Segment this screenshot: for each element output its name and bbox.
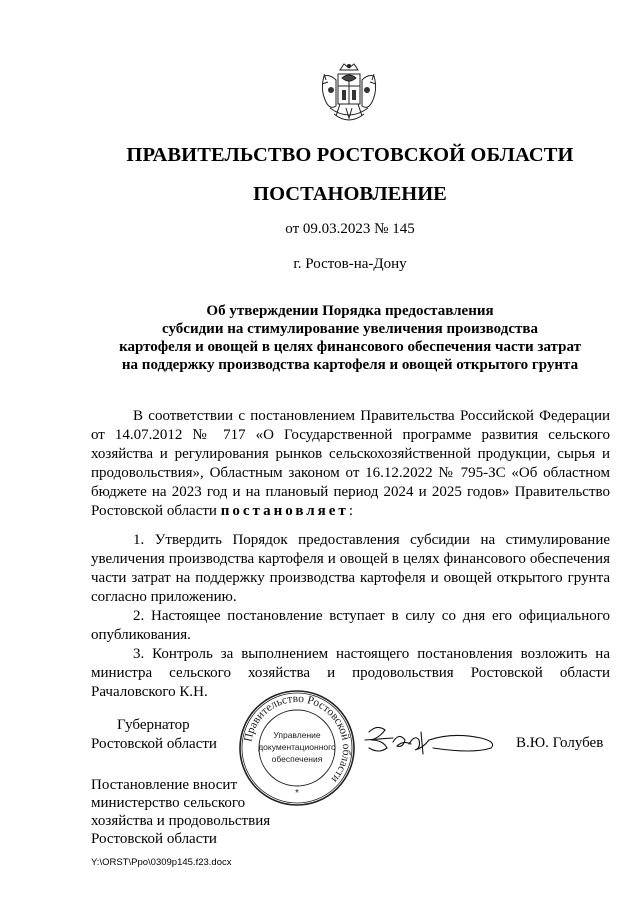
signatory-name: В.Ю. Голубев [516, 735, 604, 751]
stamp-star: * [295, 788, 299, 799]
stamp-ring-text: Правительство Ростовской области [242, 692, 353, 785]
title-line: на поддержку производства картофеля и овощей открытого грунта [121, 357, 579, 373]
file-path: Y:\ORST\Ppo\0309p145.f23.docx [91, 857, 232, 868]
preamble-text: В соответствии с постановлением Правительства Российской Федерации от 14.07.2012 № 717 «О Государственной программе развития сельского хозяйства и регулирования рынков сельскохозяйственной продукции, сырья и продовольствия», Областным законом от 16.12.2022 № 795-ЗС «Об областном бюджете на 2023 год и на плановый период 2024 и 2025 годов» Правительство Ростовской области [91, 408, 610, 519]
submitted-line: министерство сельского [91, 795, 246, 811]
preamble-colon: : [348, 503, 353, 519]
decree-items [91, 531, 610, 702]
decree-item: 2. Настоящее постановление вступает в силу со дня его официального опубликования. [91, 608, 610, 643]
submitted-line: Ростовской области [91, 831, 217, 847]
position-line: Губернатор [117, 717, 190, 733]
decides-word: постановляет [220, 503, 349, 519]
stamp-inner-line: документационного [258, 742, 336, 752]
submitted-by [91, 776, 270, 848]
title-line: картофеля и овощей в целях финансового обеспечения части затрат [119, 339, 581, 355]
city-line: г. Ростов-на-Дону [293, 256, 407, 272]
decree-item: 3. Контроль за выполнением настоящего постановления возложить на министра сельского хозяйства и продовольствия Ростовской области Рачаловского К.Н. [91, 646, 610, 700]
document-type: ПОСТАНОВЛЕНИЕ [253, 183, 447, 205]
stamp-inner-line: Управление [273, 730, 321, 740]
stamp-inner-line: обеспечения [271, 754, 323, 764]
decree-item: 1. Утвердить Порядок предоставления субсидии на стимулирование увеличения производства картофеля и овощей в целях финансового обеспечения части затрат на поддержку производства картофеля и овощей открытого грунта согласно приложению. [91, 532, 610, 605]
signatory-position [91, 716, 217, 754]
submitted-line: Постановление вносит [91, 777, 238, 793]
submitted-line: хозяйства и продовольствия [91, 813, 271, 829]
title-line: субсидии на стимулирование увеличения производства [162, 321, 538, 337]
date-number-line: от 09.03.2023 № 145 [285, 221, 415, 237]
position-line: Ростовской области [91, 736, 217, 752]
government-name: ПРАВИТЕЛЬСТВО РОСТОВСКОЙ ОБЛАСТИ [126, 144, 574, 166]
preamble [91, 407, 610, 521]
rostov-region-coat-of-arms-icon [316, 60, 382, 132]
title-line: Об утверждении Порядка предоставления [206, 303, 494, 319]
handwritten-signature [363, 718, 501, 762]
decree-title [60, 302, 640, 374]
